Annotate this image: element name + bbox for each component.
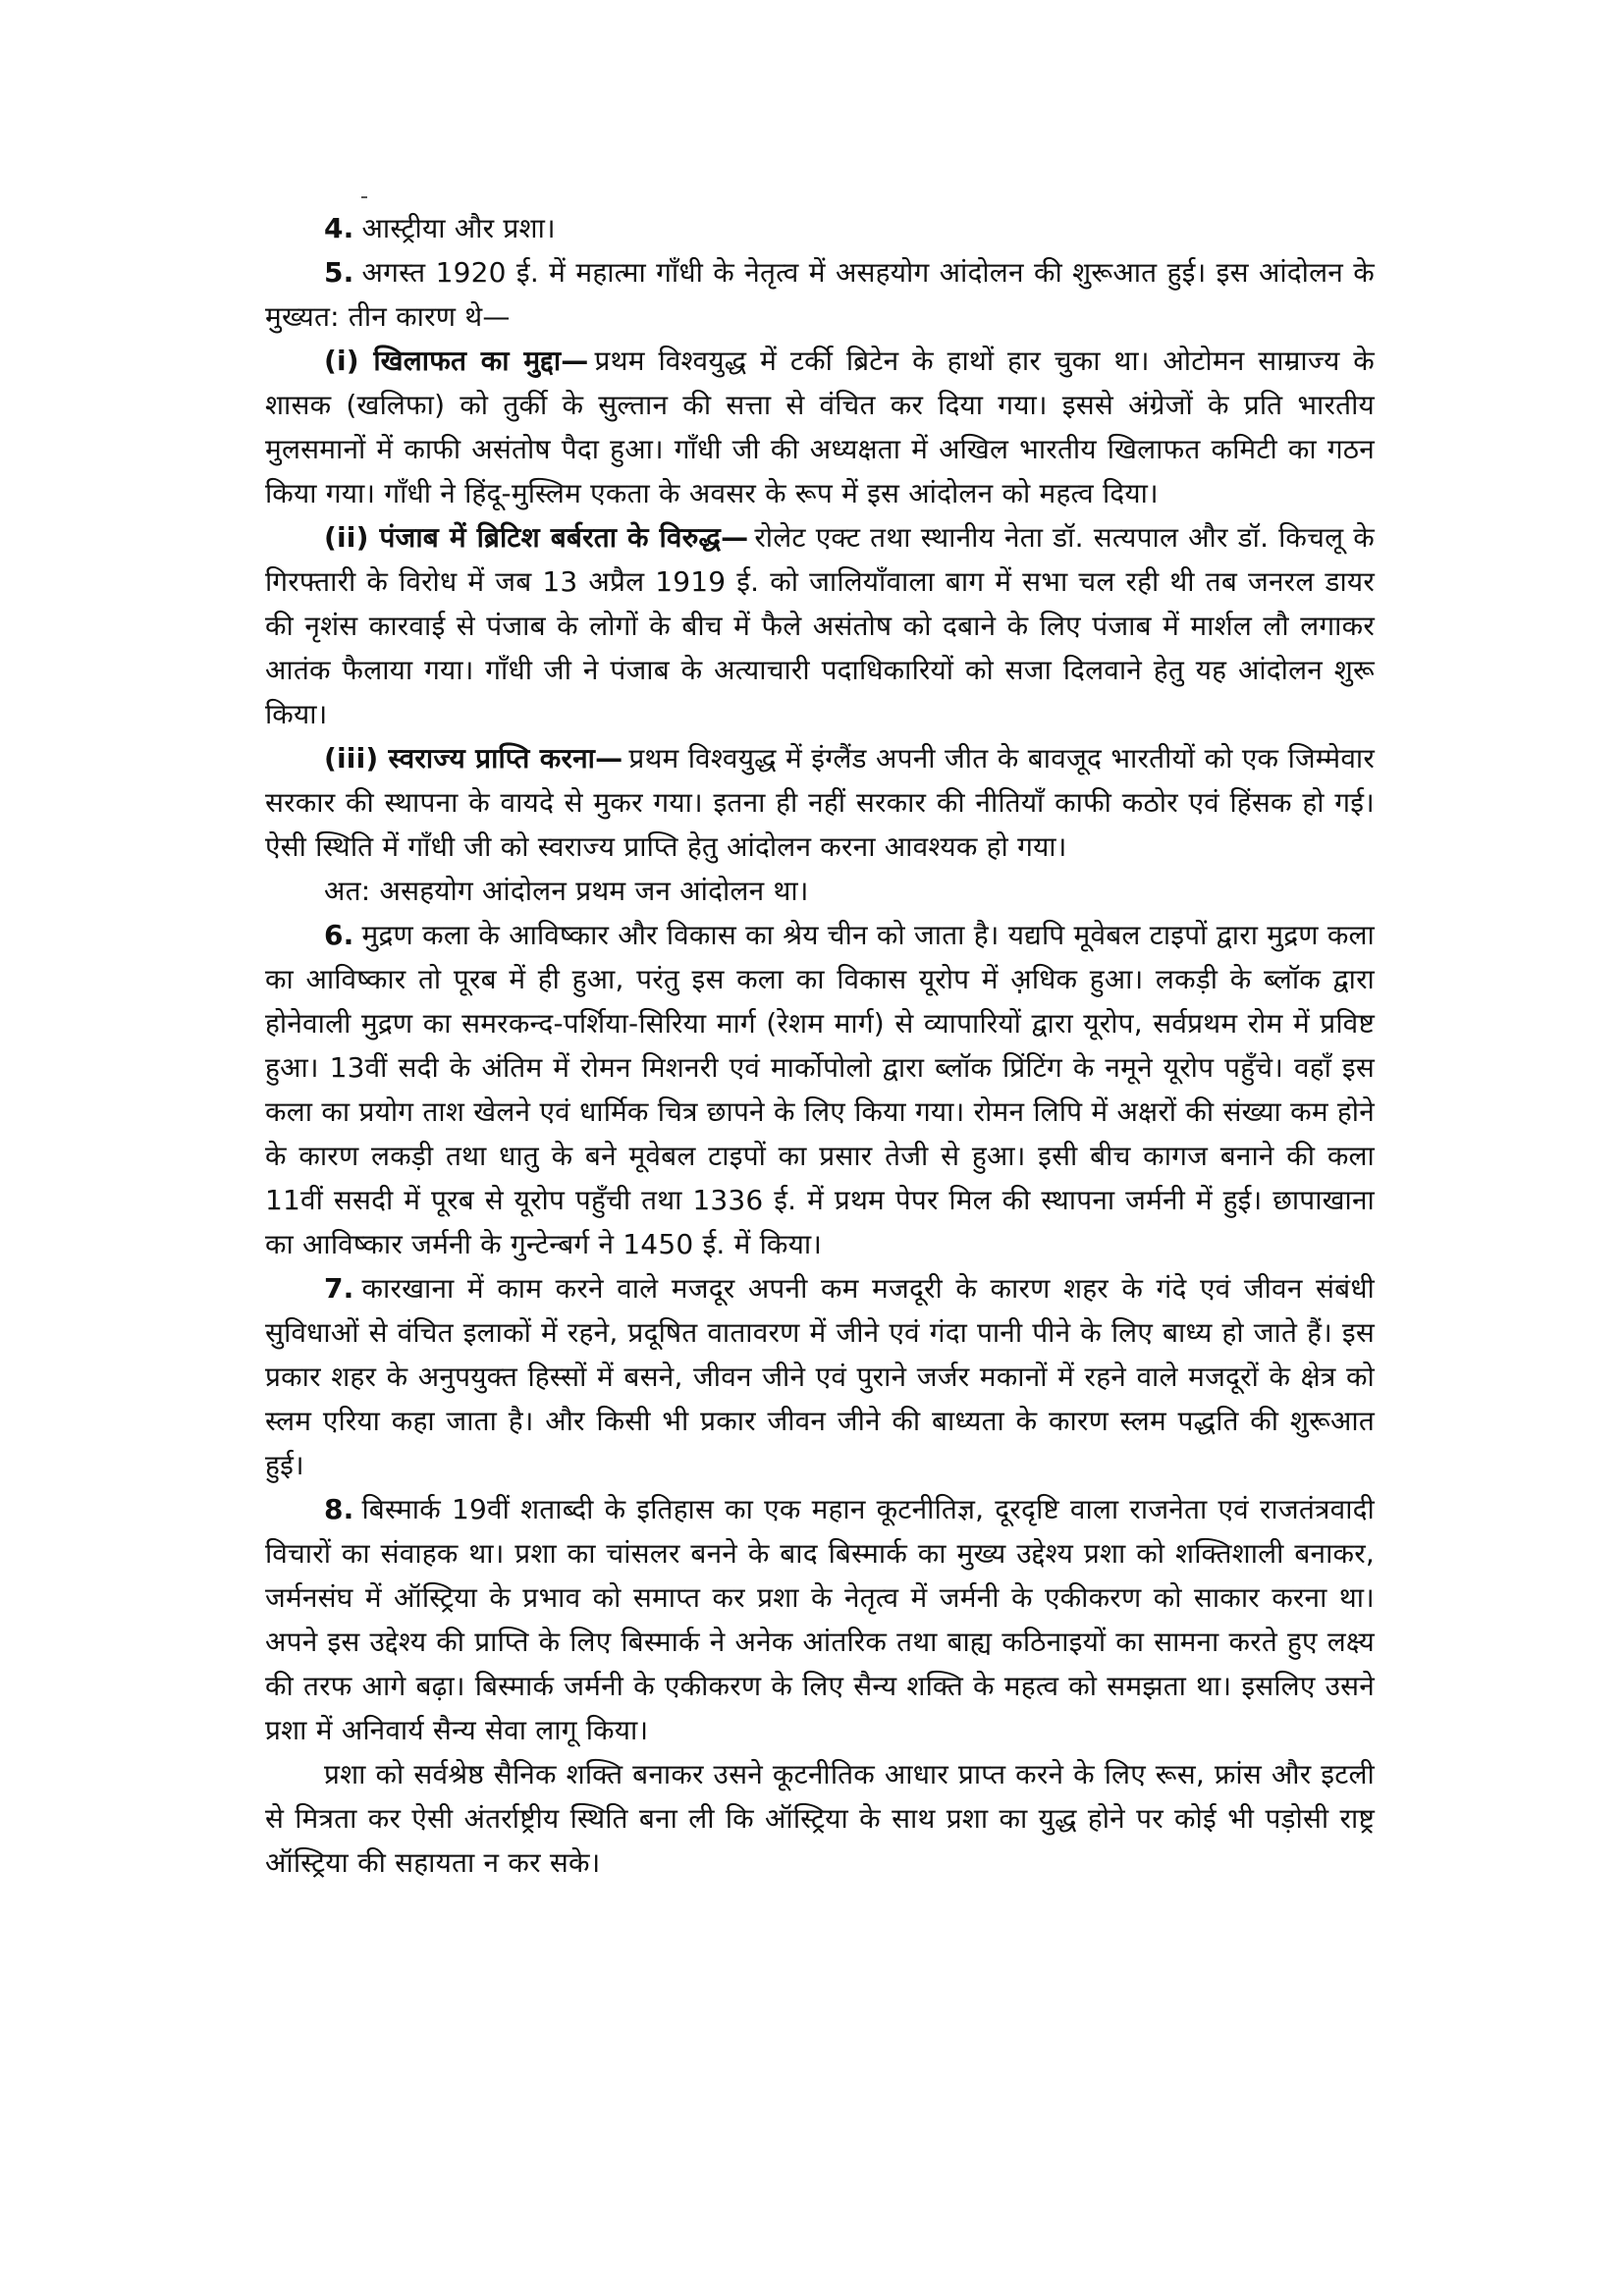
answer-text: मुद्रण कला के आविष्कार और विकास का श्रेय चीन को जाता है। यद्यपि मूवेबल टाइपों द्वारा मुद्रण कला का आविष्कार तो पूरब में ही हुआ, परंतु इस कला का विकास यूरोप में अधिक हुआ। लकड़ी के ब्लॉक द्वारा होनेवाली मुद्रण का समरकन्द-पर्शिया-सिरिया मार्ग (रेशम मार्ग) से व्यापारियों द्वारा यूरोप, सर्वप्रथम रोम में प्रविष्ट हुआ। 13वीं सदी के अंतिम में रोमन मिशनरी एवं मार्कोपोलो द्वारा ब्लॉक प्रिंटिंग के नमूने यूरोप पहुँचे। वहाँ इस कला का प्रयोग ताश खेलने एवं धार्मिक चित्र छापने के लिए किया गया। रोमन लिपि में अक्षरों की संख्या कम होने के कारण लकड़ी तथा धातु के बने मूवेबल टाइपों का प्रसार तेजी से हुआ। इसी बीच कागज बनाने की कला 11वीं ससदी में पूरब से यूरोप पहुँची तथा 1336 ई. में प्रथम पेपर मिल की स्थापना जर्मनी में हुई। छापाखाना का आविष्कार जर्मनी के गुन्टेन्बर्ग ने 1450 ई. में किया। — [265, 919, 1375, 1260]
answer-number: 7. — [324, 1272, 354, 1305]
paragraph-text: प्रथम विश्वयुद्ध में टर्की ब्रिटेन के हाथों हार चुका था। ओटोमन साम्राज्य के शासक (खलिफा) को तुर्की के सुल्तान की सत्ता से वंचित कर दिया गया। इससे अंग्रेजों के प्रति भारतीय मुलसमानों में काफी असंतोष पैदा हुआ। गाँधी जी की अध्यक्षता में अखिल भारतीय खिलाफत कमिटी का गठन किया गया। गाँधी ने हिंदू-मुस्लिम एकता के अवसर के रूप में इस आंदोलन को महत्व दिया। — [265, 345, 1375, 509]
answer-text: कारखाना में काम करने वाले मजदूर अपनी कम मजदूरी के कारण शहर के गंदे एवं जीवन संबंधी सुविधाओं से वंचित इलाकों में रहने, प्रदूषित वातावरण में जीने एवं गंदा पानी पीने के लिए बाध्य हो जाते हैं। इस प्रकार शहर के अनुपयुक्त हिस्सों में बसने, जीवन जीने एवं पुराने जर्जर मकानों में रहने वाले मजदूरों के क्षेत्र को स्लम एरिया कहा जाता है। और किसी भी प्रकार जीवन जीने की बाध्यता के कारण स्लम पद्धति की शुरूआत हुई। — [265, 1272, 1375, 1481]
answer-4 — [265, 206, 1375, 250]
answer-text: बिस्मार्क 19वीं शताब्दी के इतिहास का एक महान कूटनीतिज्ञ, दूरदृष्टि वाला राजनेता एवं राजतंत्रवादी विचारों का संवाहक था। प्रशा का चांसलर बनने के बाद बिस्मार्क का मुख्य उद्देश्य प्रशा को शक्तिशाली बनाकर, जर्मनसंघ में ऑस्ट्रिया के प्रभाव को समाप्त कर प्रशा के नेतृत्व में जर्मनी के एकीकरण को साकार करना था। अपने इस उद्देश्य की प्राप्ति के लिए बिस्मार्क ने अनेक आंतरिक तथा बाह्य कठिनाइयों का सामना करते हुए लक्ष्य की तरफ आगे बढ़ा। बिस्मार्क जर्मनी के एकीकरण के लिए सैन्य शक्ति के महत्व को समझता था। इसलिए उसने प्रशा में अनिवार्य सैन्य सेवा लागू किया। — [265, 1493, 1375, 1746]
subheading: (i) खिलाफत का मुद्दा— — [324, 345, 589, 377]
answer-5 — [265, 250, 1375, 339]
answer-6 — [265, 913, 1375, 1266]
paragraph-text: रोलेट एक्ट तथा स्थानीय नेता डॉ. सत्यपाल और डॉ. किचलू के गिरफ्तारी के विरोध में जब 13 अप्रैल 1919 ई. को जालियाँवाला बाग में सभा चल रही थी तब जनरल डायर की नृशंस कारवाई से पंजाब के लोगों के बीच में फैले असंतोष को दबाने के लिए पंजाब में मार्शल लौ लगाकर आतंक फैलाया गया। गाँधी जी ने पंजाब के अत्याचारी पदाधिकारियों को सजा दिलवाने हेतु यह आंदोलन शुरू किया। — [265, 521, 1376, 730]
scan-artifact-mark — [361, 196, 367, 198]
answer-number: 5. — [324, 256, 354, 289]
subheading: (iii) स्वराज्य प्राप्ति करना— — [324, 742, 623, 774]
subheading: (ii) पंजाब में ब्रिटिश बर्बरता के विरुद्ध— — [324, 521, 749, 554]
answer-number: 6. — [324, 919, 354, 951]
paragraph-text: प्रथम विश्वयुद्ध में इंग्लैंड अपनी जीत के बावजूद भारतीयों को एक जिम्मेवार सरकार की स्थापना के वायदे से मुकर गया। इतना ही नहीं सरकार की नीतियाँ काफी कठोर एवं हिंसक हो गई। ऐसी स्थिति में गाँधी जी को स्वराज्य प्राप्ति हेतु आंदोलन करना आवश्यक हो गया। — [265, 742, 1375, 863]
paragraph-text: अत: असहयोग आंदोलन प्रथम जन आंदोलन था। — [324, 875, 809, 907]
cause-khilafat — [265, 339, 1375, 515]
answer-7 — [265, 1266, 1375, 1487]
answer-number: 4. — [324, 212, 354, 244]
answer-8 — [265, 1487, 1375, 1752]
answer-text: अगस्त 1920 ई. में महात्मा गाँधी के नेतृत्व में असहयोग आंदोलन की शुरूआत हुई। इस आंदोलन के मुख्यत: तीन कारण थे— — [265, 256, 1375, 333]
answer-8-continued — [265, 1752, 1375, 1885]
answer-number: 8. — [324, 1493, 354, 1525]
document-page — [265, 206, 1375, 1885]
cause-punjab — [265, 515, 1375, 736]
answer-text: आस्ट्रीया और प्रशा। — [361, 212, 556, 244]
paragraph-text: प्रशा को सर्वश्रेष्ठ सैनिक शक्ति बनाकर उसने कूटनीतिक आधार प्राप्त करने के लिए रूस, फ्रांस और इटली से मित्रता कर ऐसी अंतर्राष्ट्रीय स्थिति बना ली कि ऑस्ट्रिया के साथ प्रशा का युद्ध होने पर कोई भी पड़ोसी राष्ट्र ऑस्ट्रिया की सहायता न कर सके। — [265, 1758, 1375, 1879]
cause-swaraj — [265, 736, 1375, 869]
conclusion-line — [265, 869, 1375, 913]
